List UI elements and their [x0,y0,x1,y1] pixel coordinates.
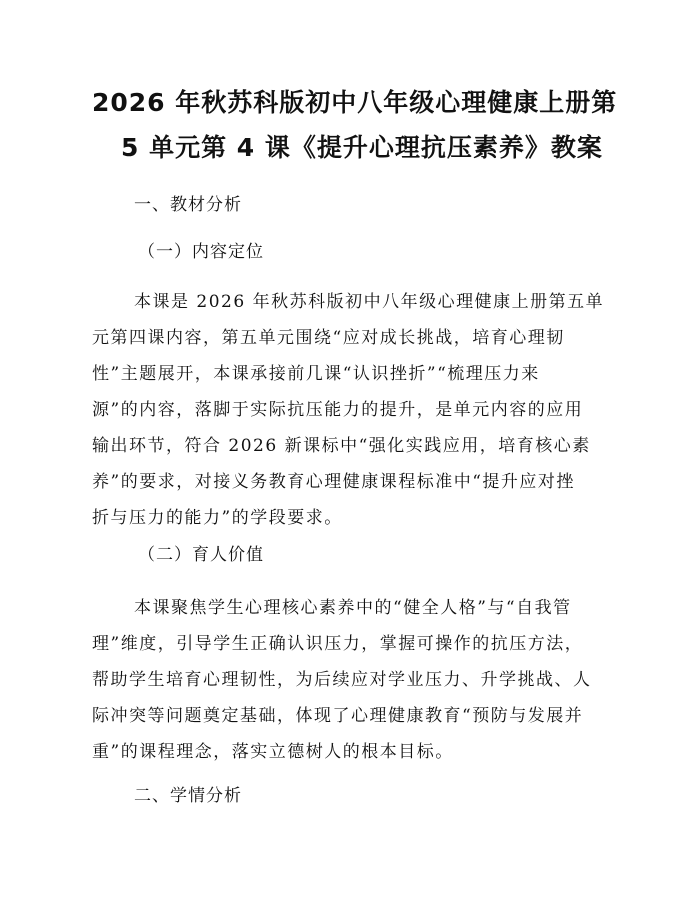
paragraph-line: 本课是 2026 年秋苏科版初中八年级心理健康上册第五单 [134,292,605,312]
paragraph-line: 理”维度，引导学生正确认识压力，掌握可操作的抗压方法， [92,634,584,654]
paragraph-line: 重”的课程理念，落实立德树人的根本目标。 [92,742,454,762]
section-heading-textbook-analysis: 一、教材分析 [134,195,242,215]
paragraph-line: 养”的要求，对接义务教育心理健康课程标准中“提升应对挫 [92,472,575,492]
document-title-line-2: 5 单元第 4 课《提升心理抗压素养》教案 [121,133,603,162]
document-title-line-1: 2026 年秋苏科版初中八年级心理健康上册第 [92,88,618,117]
paragraph-line: 性”主题展开，本课承接前几课“认识挫折”“梳理压力来 [92,364,540,384]
subsection-heading-educational-value: （二）育人价值 [138,545,264,565]
paragraph-line: 际冲突等问题奠定基础，体现了心理健康教育“预防与发展并 [92,706,584,726]
section-heading-student-analysis: 二、学情分析 [134,786,242,806]
paragraph-educational-value [92,590,617,770]
paragraph-line: 元第四课内容，第五单元围绕“应对成长挑战，培育心理韧 [92,328,565,348]
paragraph-line: 折与压力的能力”的学段要求。 [92,508,343,528]
subsection-heading-content-positioning: （一）内容定位 [138,242,264,262]
paragraph-line: 帮助学生培育心理韧性，为后续应对学业压力、升学挑战、人 [92,670,592,690]
paragraph-line: 本课聚焦学生心理核心素养中的“健全人格”与“自我管 [134,598,572,618]
paragraph-line: 源”的内容，落脚于实际抗压能力的提升，是单元内容的应用 [92,400,584,420]
paragraph-line: 输出环节，符合 2026 新课标中“强化实践应用，培育核心素 [92,436,591,456]
paragraph-content-positioning [92,284,617,536]
